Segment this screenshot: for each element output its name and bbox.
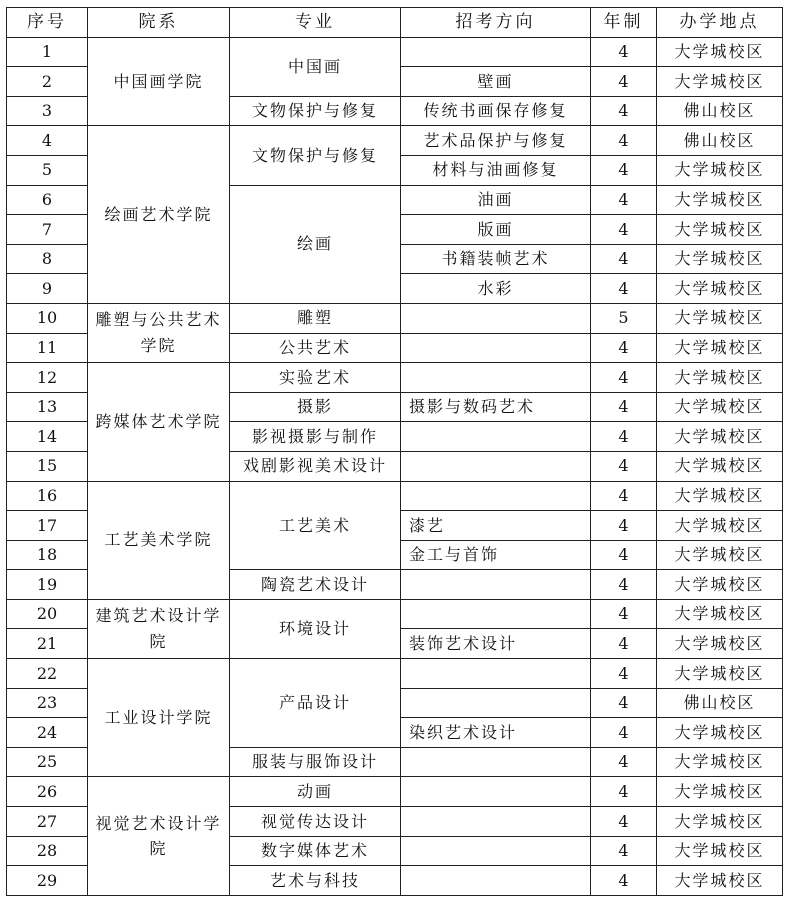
cell-no: 14 xyxy=(7,422,88,452)
cell-direction: 艺术品保护与修复 xyxy=(401,126,591,156)
cell-direction xyxy=(401,422,591,452)
cell-direction xyxy=(401,37,591,67)
table-row xyxy=(7,363,783,393)
table-row xyxy=(7,777,783,807)
header-campus: 办学地点 xyxy=(657,8,783,38)
cell-no: 3 xyxy=(7,96,88,126)
cell-campus: 大学城校区 xyxy=(657,481,783,511)
cell-years: 4 xyxy=(591,363,657,393)
cell-years: 4 xyxy=(591,866,657,896)
table-row xyxy=(7,481,783,511)
cell-years: 4 xyxy=(591,67,657,97)
cell-years: 4 xyxy=(591,599,657,629)
cell-direction: 壁画 xyxy=(401,67,591,97)
cell-direction xyxy=(401,688,591,718)
cell-no: 20 xyxy=(7,599,88,629)
cell-no: 22 xyxy=(7,659,88,689)
cell-college: 中国画学院 xyxy=(88,37,230,126)
cell-no: 1 xyxy=(7,37,88,67)
cell-campus: 大学城校区 xyxy=(657,37,783,67)
cell-campus: 佛山校区 xyxy=(657,126,783,156)
cell-major: 数字媒体艺术 xyxy=(230,836,401,866)
cell-direction xyxy=(401,363,591,393)
table-row xyxy=(7,599,783,629)
cell-direction: 材料与油画修复 xyxy=(401,155,591,185)
cell-years: 4 xyxy=(591,451,657,481)
cell-major: 中国画 xyxy=(230,37,401,96)
cell-major: 环境设计 xyxy=(230,599,401,658)
cell-campus: 大学城校区 xyxy=(657,215,783,245)
cell-direction xyxy=(401,807,591,837)
cell-direction xyxy=(401,747,591,777)
cell-years: 5 xyxy=(591,303,657,333)
cell-years: 4 xyxy=(591,96,657,126)
cell-direction xyxy=(401,836,591,866)
cell-college: 工业设计学院 xyxy=(88,659,230,777)
cell-years: 4 xyxy=(591,274,657,304)
cell-major: 工艺美术 xyxy=(230,481,401,570)
cell-major: 绘画 xyxy=(230,185,401,303)
cell-years: 4 xyxy=(591,659,657,689)
cell-years: 4 xyxy=(591,540,657,570)
cell-years: 4 xyxy=(591,126,657,156)
cell-no: 4 xyxy=(7,126,88,156)
cell-years: 4 xyxy=(591,570,657,600)
cell-direction: 金工与首饰 xyxy=(401,540,591,570)
cell-no: 16 xyxy=(7,481,88,511)
cell-major: 动画 xyxy=(230,777,401,807)
cell-years: 4 xyxy=(591,718,657,748)
cell-no: 9 xyxy=(7,274,88,304)
cell-major: 实验艺术 xyxy=(230,363,401,393)
cell-campus: 大学城校区 xyxy=(657,422,783,452)
cell-major: 艺术与科技 xyxy=(230,866,401,896)
admissions-table xyxy=(6,7,783,896)
cell-no: 23 xyxy=(7,688,88,718)
cell-college: 工艺美术学院 xyxy=(88,481,230,599)
cell-campus: 大学城校区 xyxy=(657,333,783,363)
cell-major: 摄影 xyxy=(230,392,401,422)
cell-years: 4 xyxy=(591,215,657,245)
header-college: 院系 xyxy=(88,8,230,38)
cell-direction xyxy=(401,659,591,689)
cell-direction: 染织艺术设计 xyxy=(401,718,591,748)
cell-direction xyxy=(401,599,591,629)
cell-major: 文物保护与修复 xyxy=(230,96,401,126)
cell-direction: 装饰艺术设计 xyxy=(401,629,591,659)
cell-college: 建筑艺术设计学院 xyxy=(88,599,230,658)
cell-campus: 大学城校区 xyxy=(657,747,783,777)
cell-campus: 佛山校区 xyxy=(657,688,783,718)
cell-college: 绘画艺术学院 xyxy=(88,126,230,304)
header-no: 序号 xyxy=(7,8,88,38)
cell-campus: 大学城校区 xyxy=(657,155,783,185)
cell-years: 4 xyxy=(591,688,657,718)
table-row xyxy=(7,37,783,67)
cell-campus: 大学城校区 xyxy=(657,777,783,807)
cell-direction xyxy=(401,481,591,511)
cell-years: 4 xyxy=(591,37,657,67)
cell-direction xyxy=(401,451,591,481)
cell-years: 4 xyxy=(591,155,657,185)
header-row xyxy=(7,8,783,38)
cell-years: 4 xyxy=(591,836,657,866)
cell-campus: 大学城校区 xyxy=(657,392,783,422)
cell-campus: 大学城校区 xyxy=(657,274,783,304)
cell-no: 11 xyxy=(7,333,88,363)
cell-campus: 大学城校区 xyxy=(657,540,783,570)
cell-years: 4 xyxy=(591,185,657,215)
cell-no: 15 xyxy=(7,451,88,481)
cell-direction: 漆艺 xyxy=(401,511,591,541)
cell-campus: 大学城校区 xyxy=(657,67,783,97)
cell-direction: 书籍装帧艺术 xyxy=(401,244,591,274)
cell-no: 26 xyxy=(7,777,88,807)
cell-campus: 大学城校区 xyxy=(657,866,783,896)
cell-no: 6 xyxy=(7,185,88,215)
cell-direction: 版画 xyxy=(401,215,591,245)
table-row xyxy=(7,303,783,333)
cell-direction xyxy=(401,777,591,807)
cell-major: 陶瓷艺术设计 xyxy=(230,570,401,600)
cell-campus: 大学城校区 xyxy=(657,836,783,866)
header-direction: 招考方向 xyxy=(401,8,591,38)
cell-campus: 大学城校区 xyxy=(657,570,783,600)
cell-no: 12 xyxy=(7,363,88,393)
cell-years: 4 xyxy=(591,777,657,807)
cell-direction: 水彩 xyxy=(401,274,591,304)
cell-campus: 大学城校区 xyxy=(657,185,783,215)
cell-no: 27 xyxy=(7,807,88,837)
cell-no: 5 xyxy=(7,155,88,185)
cell-major: 文物保护与修复 xyxy=(230,126,401,185)
cell-no: 10 xyxy=(7,303,88,333)
cell-major: 雕塑 xyxy=(230,303,401,333)
cell-years: 4 xyxy=(591,333,657,363)
cell-no: 8 xyxy=(7,244,88,274)
cell-no: 29 xyxy=(7,866,88,896)
cell-no: 18 xyxy=(7,540,88,570)
cell-years: 4 xyxy=(591,481,657,511)
cell-campus: 大学城校区 xyxy=(657,451,783,481)
cell-years: 4 xyxy=(591,629,657,659)
cell-major: 影视摄影与制作 xyxy=(230,422,401,452)
cell-no: 19 xyxy=(7,570,88,600)
cell-years: 4 xyxy=(591,747,657,777)
cell-direction: 摄影与数码艺术 xyxy=(401,392,591,422)
cell-years: 4 xyxy=(591,244,657,274)
cell-campus: 佛山校区 xyxy=(657,96,783,126)
cell-no: 21 xyxy=(7,629,88,659)
cell-college: 雕塑与公共艺术学院 xyxy=(88,303,230,362)
cell-college: 跨媒体艺术学院 xyxy=(88,363,230,481)
cell-no: 2 xyxy=(7,67,88,97)
cell-direction: 油画 xyxy=(401,185,591,215)
cell-campus: 大学城校区 xyxy=(657,659,783,689)
cell-no: 7 xyxy=(7,215,88,245)
cell-campus: 大学城校区 xyxy=(657,718,783,748)
cell-no: 17 xyxy=(7,511,88,541)
cell-major: 视觉传达设计 xyxy=(230,807,401,837)
cell-campus: 大学城校区 xyxy=(657,511,783,541)
cell-years: 4 xyxy=(591,807,657,837)
cell-campus: 大学城校区 xyxy=(657,599,783,629)
header-major: 专业 xyxy=(230,8,401,38)
cell-major: 产品设计 xyxy=(230,659,401,748)
cell-campus: 大学城校区 xyxy=(657,244,783,274)
cell-major: 服装与服饰设计 xyxy=(230,747,401,777)
cell-no: 25 xyxy=(7,747,88,777)
cell-campus: 大学城校区 xyxy=(657,363,783,393)
cell-no: 28 xyxy=(7,836,88,866)
cell-major: 公共艺术 xyxy=(230,333,401,363)
cell-campus: 大学城校区 xyxy=(657,303,783,333)
cell-no: 24 xyxy=(7,718,88,748)
table-row xyxy=(7,659,783,689)
cell-direction xyxy=(401,866,591,896)
cell-no: 13 xyxy=(7,392,88,422)
header-years: 年制 xyxy=(591,8,657,38)
cell-years: 4 xyxy=(591,422,657,452)
cell-direction: 传统书画保存修复 xyxy=(401,96,591,126)
cell-campus: 大学城校区 xyxy=(657,629,783,659)
cell-direction xyxy=(401,303,591,333)
cell-campus: 大学城校区 xyxy=(657,807,783,837)
cell-college: 视觉艺术设计学院 xyxy=(88,777,230,895)
cell-direction xyxy=(401,570,591,600)
table-row xyxy=(7,126,783,156)
cell-years: 4 xyxy=(591,511,657,541)
cell-major: 戏剧影视美术设计 xyxy=(230,451,401,481)
cell-direction xyxy=(401,333,591,363)
cell-years: 4 xyxy=(591,392,657,422)
